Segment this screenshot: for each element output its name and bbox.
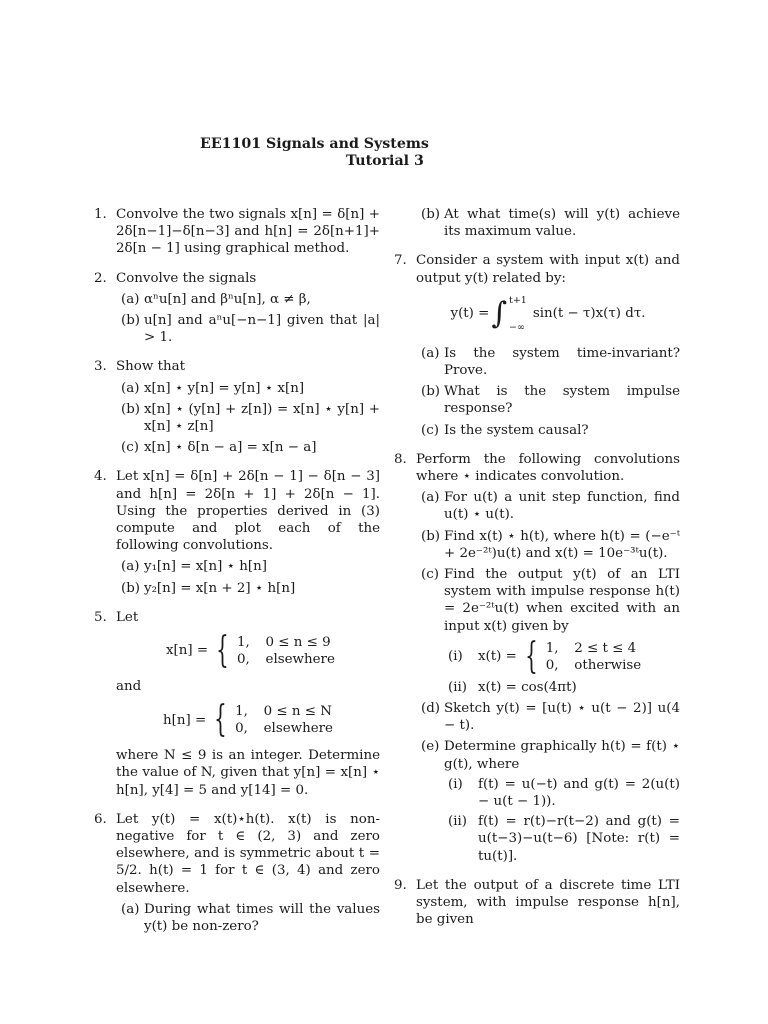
subproblem-label: (c) xyxy=(421,422,439,438)
subsubproblem-label: (ii) xyxy=(448,679,468,695)
subproblem-text: What is the system impulse response? xyxy=(444,384,680,417)
subproblem-text: During what times will the values y(t) be non-zero? xyxy=(144,901,380,935)
right-column xyxy=(394,206,680,941)
subproblem-label: (b) xyxy=(121,580,141,596)
subproblem-text: x[n] ⋆ y[n] = y[n] ⋆ x[n] xyxy=(144,380,305,396)
problem-text: Convolve the signals xyxy=(116,270,257,286)
subsubproblem-text: x(t) = cos(4πt) xyxy=(478,679,577,695)
piecewise-cases xyxy=(237,634,335,668)
case-value: 0, xyxy=(235,721,248,737)
subproblem-text: Is the system time-invariant? Prove. xyxy=(444,345,680,379)
equation-lhs: y(t) = xyxy=(450,306,490,322)
problem-7 xyxy=(394,252,680,438)
subproblem-label: (a) xyxy=(121,559,140,575)
subproblem-label: (b) xyxy=(121,313,141,329)
subproblem-b xyxy=(116,401,380,435)
subproblem-label: (b) xyxy=(421,384,441,400)
case-condition: otherwise xyxy=(574,657,642,673)
subsubproblem-label: (ii) xyxy=(448,814,468,830)
problem-text: Let the output of a discrete time LTI system, with impulse response h[n], be given xyxy=(416,877,680,928)
subproblem-text: Sketch y(t) = [u(t) ⋆ u(t − 2)] u(4 − t). xyxy=(444,701,680,734)
problem-3 xyxy=(94,358,380,456)
problem-text: Convolve the two signals x[n] = δ[n] + 2δ[n−1]−δ[n−3] and h[n] = 2δ[n+1]+ 2δ[n − 1] using graphical method. xyxy=(116,207,380,257)
subsubproblem-ii xyxy=(444,679,680,696)
problem-text: Let xyxy=(116,609,139,625)
problem-5 xyxy=(94,609,380,799)
subproblem-a xyxy=(416,489,680,523)
left-brace-icon: { xyxy=(214,699,227,741)
subproblem-b xyxy=(116,580,380,597)
piecewise-cases xyxy=(546,640,641,674)
subproblem-text: αⁿu[n] and βⁿu[n], α ≠ β, xyxy=(144,291,311,307)
subproblem-text: u[n] and aⁿu[−n−1] given that |a| > 1. xyxy=(144,313,380,346)
subproblem-label: (c) xyxy=(421,567,439,583)
case-condition: elsewhere xyxy=(265,652,335,668)
subproblem-a xyxy=(416,345,680,379)
problem-8 xyxy=(394,451,680,865)
subproblem-a xyxy=(116,380,380,397)
problem-number: 1. xyxy=(94,207,107,222)
upper-limit: t+1 xyxy=(509,294,527,306)
problem-text: Let x[n] = δ[n] + 2δ[n − 1] − δ[n − 3] and h[n] = 2δ[n + 1] + 2δ[n − 1]. Using the properties derived in (3) compute and plot each of the following convolutions. xyxy=(116,469,380,554)
subproblem-text: Find x(t) ⋆ h(t), where h(t) = (−e⁻ᵗ + 2e⁻²ᵗ)u(t) and x(t) = 10e⁻³ᵗu(t). xyxy=(444,528,680,561)
problem-number: 9. xyxy=(394,877,407,893)
subproblem-d xyxy=(416,700,680,734)
case-value: 0, xyxy=(545,657,559,673)
problem-number: 7. xyxy=(394,253,407,269)
subproblem-label: (a) xyxy=(121,380,140,396)
problem-9 xyxy=(394,877,680,929)
problem-number: 8. xyxy=(394,451,407,467)
left-column xyxy=(94,206,380,947)
system-integral-equation xyxy=(416,295,680,333)
subproblem-label: (c) xyxy=(121,440,139,456)
problem-text: Let y(t) = x(t)⋆h(t). x(t) is non-negative for t ∈ (2, 3) and zero elsewhere, and is symmetric about t = 5/2. h(t) = 1 for t ∈ (3, 4) and zero elsewhere. xyxy=(116,811,380,896)
piecewise-cases xyxy=(235,703,333,737)
subproblem-c xyxy=(416,566,680,696)
subsubproblem-text: f(t) = u(−t) and g(t) = 2(u(t) − u(t − 1)). xyxy=(478,776,680,810)
problem-text-continued: where N ≤ 9 is an integer. Determine the value of N, given that y[n] = x[n] ⋆ h[n], y[4] = 5 and y[14] = 0. xyxy=(116,748,380,798)
subproblem-text: At what time(s) will y(t) achieve its maximum value. xyxy=(444,207,680,240)
subsubproblem-ii xyxy=(444,813,680,865)
subproblem-label: (a) xyxy=(421,345,440,361)
case-value: 0, xyxy=(237,652,250,668)
subproblem-label: (b) xyxy=(421,207,441,222)
case-condition: elsewhere xyxy=(263,721,333,737)
problem-6-continued xyxy=(394,206,680,240)
subproblem-text: Find the output y(t) of an LTI system with impulse response h(t) = 2e⁻²ᵗu(t) when excited with an input x(t) given by xyxy=(444,567,680,634)
case-condition: 2 ≤ t ≤ 4 xyxy=(574,640,637,656)
subproblem-label: (b) xyxy=(421,528,441,544)
subproblem-c xyxy=(416,422,680,439)
subproblem-a xyxy=(116,901,380,935)
subproblem-text: x[n] ⋆ δ[n − a] = x[n − a] xyxy=(144,440,317,456)
problem-1 xyxy=(94,206,380,258)
subsubproblem-label: (i) xyxy=(448,648,463,664)
subproblem-label: (a) xyxy=(121,291,140,307)
subsubproblem-i xyxy=(444,635,680,677)
lower-limit: −∞ xyxy=(509,321,525,333)
subproblem-label: (d) xyxy=(421,701,441,717)
subsubproblem-label: (i) xyxy=(448,776,463,792)
case-condition: 0 ≤ n ≤ N xyxy=(263,704,332,720)
subproblem-text: Determine graphically h(t) = f(t) ⋆ g(t), where xyxy=(444,739,680,772)
subproblem-b xyxy=(416,206,680,240)
problem-text: Show that xyxy=(116,359,185,375)
subproblem-e xyxy=(416,738,680,864)
h-definition-equation xyxy=(163,699,380,741)
problem-2 xyxy=(94,270,380,347)
connector-text: and xyxy=(116,679,142,695)
subproblem-text: y₂[n] = x[n + 2] ⋆ h[n] xyxy=(144,580,296,596)
subsubproblem-i xyxy=(444,776,680,810)
subproblem-a xyxy=(116,291,380,308)
case-value: 1, xyxy=(545,640,559,656)
equation-lhs: h[n] = xyxy=(163,712,207,728)
problem-number: 4. xyxy=(94,469,107,485)
subproblem-label: (e) xyxy=(421,739,440,755)
subproblem-text: Is the system causal? xyxy=(444,422,589,438)
equation-rhs: sin(t − τ)x(τ) dτ. xyxy=(532,306,646,322)
x-definition-equation xyxy=(166,630,380,672)
subproblem-label: (a) xyxy=(121,901,140,917)
subproblem-text: For u(t) a unit step function, find u(t) ⋆ u(t). xyxy=(444,490,680,523)
subsubproblem-text: f(t) = r(t)−r(t−2) and g(t) = u(t−3)−u(t−6) [Note: r(t) = tu(t)]. xyxy=(478,814,680,864)
case-value: 1, xyxy=(235,704,248,720)
integral-icon: ∫ xyxy=(491,295,508,331)
equation-lhs: x[n] = xyxy=(166,643,209,659)
case-value: 1, xyxy=(237,635,250,651)
input-piecewise-equation xyxy=(478,635,680,677)
problem-number: 3. xyxy=(94,359,107,375)
problem-6 xyxy=(94,811,380,935)
subproblem-label: (b) xyxy=(121,401,141,417)
problem-number: 2. xyxy=(94,270,107,286)
subproblem-text: y₁[n] = x[n] ⋆ h[n] xyxy=(144,559,267,575)
equation-lhs: x(t) = xyxy=(478,649,517,665)
problem-number: 5. xyxy=(94,609,107,625)
subproblem-b xyxy=(416,383,680,417)
problem-number: 6. xyxy=(94,811,107,827)
subproblem-c xyxy=(116,439,380,456)
subproblem-a xyxy=(116,558,380,575)
subproblem-label: (a) xyxy=(421,490,440,506)
subproblem-b xyxy=(116,312,380,346)
case-condition: 0 ≤ n ≤ 9 xyxy=(265,635,331,651)
left-brace-icon: { xyxy=(216,630,229,672)
problem-4 xyxy=(94,468,380,596)
subproblem-b xyxy=(416,528,680,562)
left-brace-icon: { xyxy=(525,635,538,677)
problem-text: Perform the following convolutions where ⋆ indicates convolution. xyxy=(416,451,680,485)
problem-text: Consider a system with input x(t) and output y(t) related by: xyxy=(416,253,680,286)
subproblem-text: x[n] ⋆ (y[n] + z[n]) = x[n] ⋆ y[n] + x[n] ⋆ z[n] xyxy=(144,401,380,435)
document-title: EE1101 Signals and Systems xyxy=(200,136,429,152)
integral-limits xyxy=(509,295,527,333)
document-subtitle: Tutorial 3 xyxy=(346,153,424,169)
